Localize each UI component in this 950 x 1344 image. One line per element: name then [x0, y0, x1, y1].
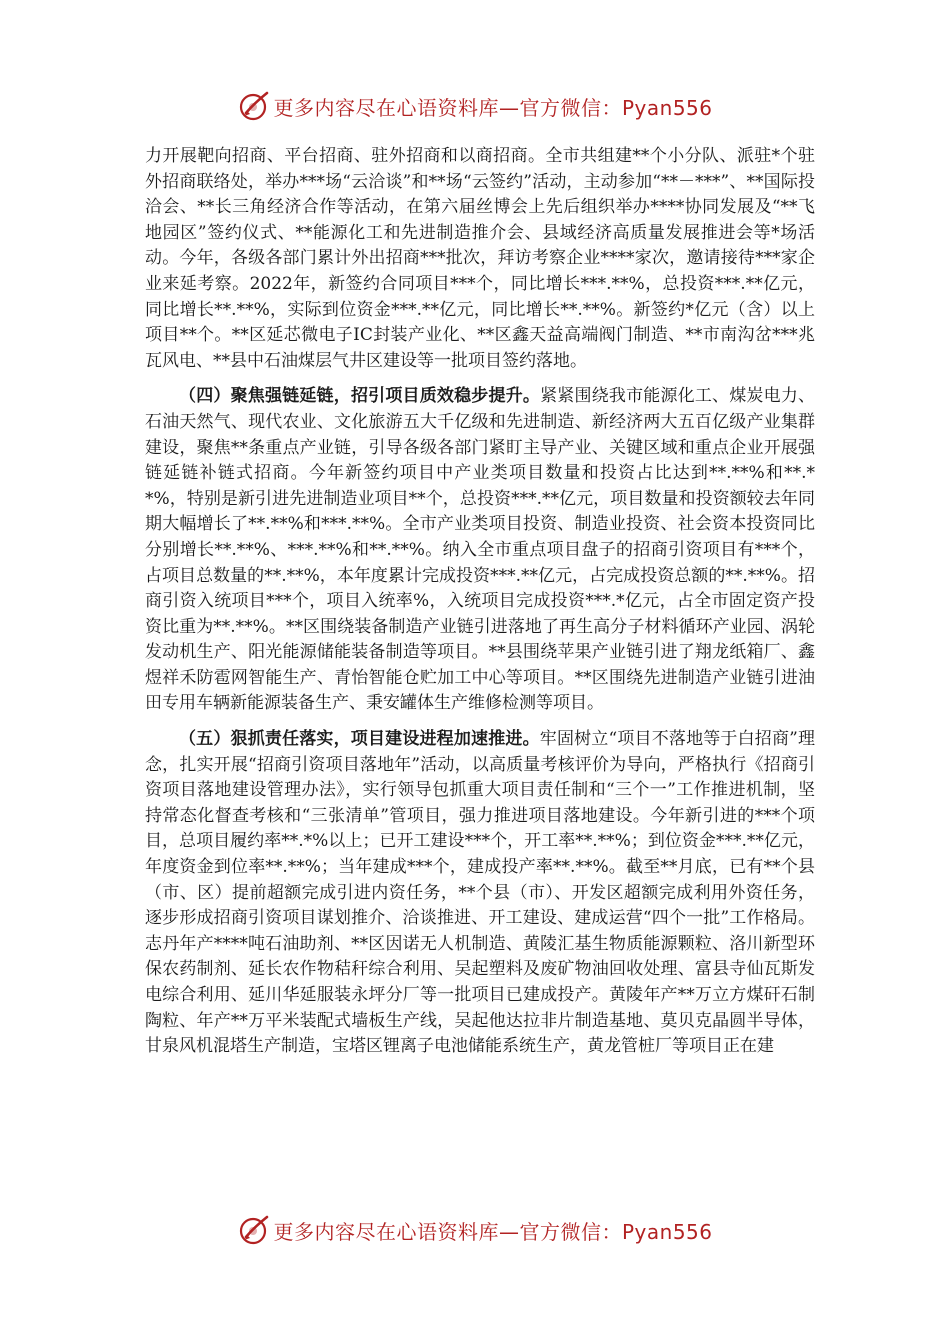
paragraph-3-text: 牢固树立“项目不落地等于白招商”理念，扎实开展“招商引资项目落地年”活动，以高质量考核评价为导向，严格执行《招商引资项目落地建设管理办法》，实行领导包抓重大项目责任制和“三个一”工作推进机制，坚持常态化督查考核和“三张清单”管项目，强力推进项目落地建设。今年新引进的***个项目，总项目履约率**.*%以上；已开工建设***个，开工率**.**%；到位资金***.**亿元，年度资金到位率**.**%；当年建成***个，建成投产率**.**%。截至**月底，已有**个县（市、区）提前超额完成引进内资任务，**个县（市）、开发区超额完成利用外资任务，逐步形成招商引资项目谋划推介、洽谈推进、开工建设、建成运营“四个一批”工作格局。志丹年产****吨石油助剂、**区因诺无人机制造、黄陵汇基生物质能源颗粒、洛川新型环保农药制剂、延长农作物秸秆综合利用、吴起塑料及废矿物油回收处理、富县寺仙瓦斯发电综合利用、延川华延服装永坪分厂等一批项目已建成投产。黄陵年产**万立方煤矸石制陶粒、年产**万平米装配式墙板生产线，吴起他达拉非片制造基地、莫贝克晶圆半导体，甘泉风机混塔生产制造，宝塔区锂离子电池储能系统生产，黄龙管桩厂等项目正在建: [145, 729, 816, 1057]
paragraph-3: [145, 727, 815, 1060]
brush-pen-logo-icon: [237, 89, 271, 123]
watermark-title: 更多内容尽在心语资料库: [273, 95, 499, 120]
watermark-wechat-label: 官方微信：: [519, 95, 622, 120]
paragraph-1-text: 力开展靶向招商、平台招商、驻外招商和以商招商。全市共组建**个小分队、派驻*个驻外招商联络处，举办***场“云洽谈”和**场“云签约”活动，主动参加“**－***”、**国际投洽会、**长三角经济合作等活动，在第六届丝博会上先后组织举办****协同发展及“**飞地园区”签约仪式、**能源化工和先进制造推介会、县域经济高质量发展推进会等*场活动。今年，各级各部门累计外出招商***批次，拜访考察企业****家次，邀请接待***家企业来延考察。2022年，新签约合同项目***个，同比增长***.**%，总投资***.**亿元，同比增长**.**%，实际到位资金***.**亿元，同比增长**.**%。新签约*亿元（含）以上项目**个。**区延芯微电子IC封装产业化、**区鑫天益高端阀门制造、**市南沟岔***兆瓦风电、**县中石油煤层气井区建设等一批项目签约落地。: [145, 146, 815, 371]
paragraph-2: [145, 384, 815, 717]
watermark-dash: —: [498, 1219, 520, 1244]
brush-pen-logo-icon: [237, 1213, 271, 1247]
paragraph-3-heading: （五）狠抓责任落实，项目建设进程加速推进。: [179, 729, 540, 750]
header-watermark: [0, 86, 950, 126]
watermark-wechat-id: Pyan556: [621, 95, 713, 120]
watermark-text: [273, 1216, 712, 1245]
paragraph-2-text: 紧紧围绕我市能源化工、煤炭电力、石油天然气、现代农业、文化旅游五大千亿级和先进制造、新经济两大五百亿级产业集群建设，聚焦**条重点产业链，引导各级各部门紧盯主导产业、关键区域和重点企业开展强链延链补链式招商。今年新签约项目中产业类项目数量和投资占比达到**.**%和**.**%，特别是新引进先进制造业项目**个，总投资***.**亿元，项目数量和投资额较去年同期大幅增长了**.**%和***.**%。全市产业类项目投资、制造业投资、社会资本投资同比分别增长**.**%、***.**%和**.**%。纳入全市重点项目盘子的招商引资项目有***个，占项目总数量的**.**%，本年度累计完成投资***.**亿元，占完成投资总额的**.**%。招商引资入统项目***个，项目入统率%，入统项目完成投资***.*亿元，占全市固定资产投资比重为**.**%。**区围绕装备制造产业链引进落地了再生高分子材料循环产业园、涡轮发动机生产、阳光能源储能装备制造等项目。**县围绕苹果产业链引进了翔龙纸箱厂、鑫煜祥禾防雹网智能生产、青怡智能仓贮加工中心等项目。**区围绕先进制造产业链引进油田专用车辆新能源装备生产、秉安罐体生产维修检测等项目。: [145, 386, 816, 714]
footer-watermark: [0, 1210, 950, 1250]
watermark-wechat-label: 官方微信：: [519, 1219, 622, 1244]
watermark-wechat-id: Pyan556: [621, 1219, 713, 1244]
watermark-title: 更多内容尽在心语资料库: [273, 1219, 499, 1244]
watermark-text: [273, 92, 712, 121]
paragraph-2-heading: （四）聚焦强链延链，招引项目质效稳步提升。: [179, 386, 541, 407]
paragraph-1: [145, 144, 815, 374]
document-body: [145, 144, 815, 1060]
watermark-dash: —: [498, 95, 520, 120]
